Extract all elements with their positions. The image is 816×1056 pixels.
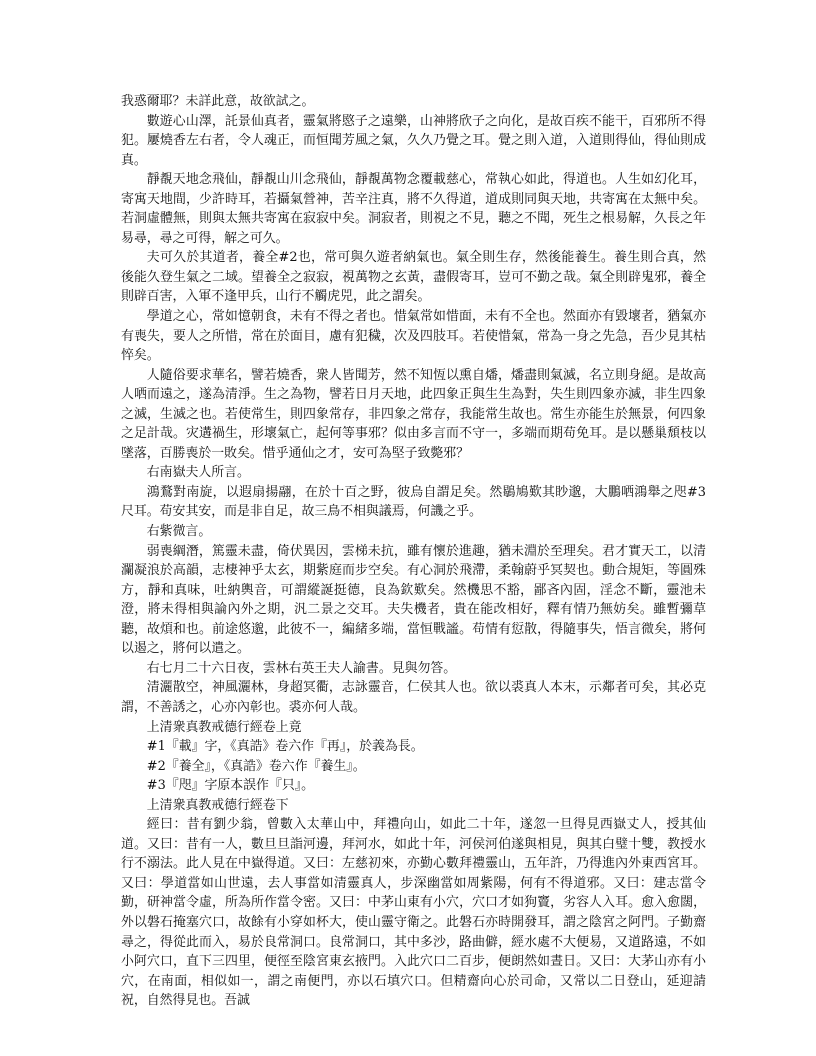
paragraph: 經曰：昔有劉少翁，曾數入太華山中，拜禮向山，如此二十年，遂忽一旦得見西嶽丈人，授其仙道。又曰：昔有一人，數旦旦詣河邊，拜河水，如此十年，河侯河伯遂與相見，與其白璧十雙，教授水行不溺法。此人見在中嶽得道。又曰：左慈初來，亦勤心數拜禮靈山，五年許，乃得進內外東西宮耳。又曰：學道當如山世遠，去人事當如清靈真人，步深幽當如周紫陽，何有不得道邪。又曰：建志當令勤，研神當令虛，所為所作當令密。又曰：中茅山東有小穴，穴口才如狗竇，劣容人入耳。愈入愈闊，外以磐石掩塞穴口，故餘有小穿如杯大，使山靈守衛之。此磐石亦時開發耳，謂之陰宮之阿門。子勤齋尋之，得從此而入，易於良常洞口。良常洞口，其中多沙，路曲僻，經水處不大便易，又道路遠，不如小阿穴口，直下三四里，便徑至陰宮東玄掖門。入此穴口二百步，便朗然如晝日。又曰：大茅山亦有小穴，在南面，相似如一，謂之南便門，亦以石填穴口。但精齋向心於司命，又常以二日登山，延迎請祝，自然得見也。吾誠 xyxy=(121,817,706,1009)
paragraph: 鴻鶩對南旋，以遐扇揚翮，在於十百之野，彼烏自謂足矣。然鶡鳩歎其眇邈，大鵬哂鴻舉之咫#3尺耳。苟安其安，而是非自足，故三鳥不相與議焉，何譏之乎。 xyxy=(121,484,706,520)
attribution-line: 右南嶽夫人所言。 xyxy=(146,465,250,481)
paragraph: 我惑爾耶？未詳此意，故欲試之。 xyxy=(121,94,315,109)
footnote: #1『載』字，《真誥》卷六作『再』，於義為長。 xyxy=(146,739,424,755)
footnote: #3『咫』字原本誤作『只』。 xyxy=(146,778,315,794)
paragraph: 學道之心，常如憶朝食，未有不得之者也。惜氣常如惜面，未有不全也。然面亦有毀壞者，猶氣亦有喪失，要人之所惜，常在於面目，慮有犯穢，次及四肢耳。若使惜氣，常為一身之先急，吾少見其枯悴矣。 xyxy=(121,309,706,364)
paragraph: 弱喪綱潛，篤靈未盡，倚伏異因，雲梯未抗，雖有懷於進趣，猶未淵於至理矣。君才實天工，以清瀾凝浪於高韻，志棲神乎太玄，期紫庭而步空矣。有心洞於飛滯，柔翰蔚乎冥契也。動合規矩，等圓殊方，靜和真味，吐納輿音，可謂縱誕挺德，良為欽歎矣。然機思不豁，鄙吝內固，淫念不斷，靈池未澄，將未得相與論內外之期，汎二景之交耳。夫失機者，貴在能改相好，釋有情乃無妨矣。雖暫彌草聽，故煩和也。前途悠邈，此彼不一，編緒多端，當恒戰謐。苟情有愆散，得隨事失，悟言微矣，將何以遏之，將何以遣之。 xyxy=(121,543,706,657)
paragraph: 數遊心山澤，託景仙真者，靈氣將愍子之遠樂，山神將欣子之向化，是故百疾不能干，百邪所不得犯。屢燒香左右者，令人魂正，而恒聞芳風之氣，久久乃覺之耳。覺之則入道，入道則得仙，得仙則成真。 xyxy=(121,113,706,168)
footnote: #2『養全』，《真誥》卷六作『養生』。 xyxy=(146,758,366,774)
paragraph: 人隨俗要求華名，譬若燒香，衆人皆聞芳，然不知恆以熏自燔，燔盡則氣滅，名立則身絕。是故高人哂而遠之，遂為清淨。生之為物，譬若日月天地，此四象正與生生為對，失生則四象亦滅，非生四象之滅，生滅之也。若使常生，則四象常存，非四象之常存，我能常生故也。常生亦能生於無景，何四象之足計哉。灾遘禍生，形壞氣亡，起何等事邪？似由多言而不守一，多端而期苟免耳。是以懸巢頹枝以墜落，百勝喪於一敗矣。惜乎通仙之才，安可為堅子致斃邪？ xyxy=(121,367,706,461)
paragraph: 夫可久於其道者，養全#2也，常可與久遊者納氣也。氣全則生存，然後能養生。養生則合真，然後能久登生氣之二域。望養全之寂寂，視萬物之玄黃，盡假寄耳，豈可不勤之哉。氣全則辟鬼邪，養全則辟百害，入軍不逢甲兵，山行不觸虎兕，此之謂矣。 xyxy=(121,250,706,305)
attribution-line: 右七月二十六日夜，雲林右英王夫人諭書。見與勿答。 xyxy=(146,660,457,676)
paragraph: 靜覩天地念飛仙，靜覩山川念飛仙，靜覩萬物念覆載慈心，常執心如此，得道也。人生如幻化耳，寄寓天地間，少許時耳，若攝氣營神，苦辛注真，將不久得道，道成則同與天地，共寄寓在太無中矣。若洞虛體無，則與太無共寄寓在寂寂中矣。洞寂者，則視之不見，聽之不聞，死生之根易解，久長之年易尋，尋之可得，解之可久。 xyxy=(121,172,706,246)
document-body xyxy=(121,92,706,1011)
paragraph: 清灑散空，神風灑林，身超冥衢，志詠靈音，仁侯其人也。欲以裘真人本末，示鄰者可矣，其必克謂，不善誘之，心亦內彰也。裘亦何人哉。 xyxy=(121,680,706,715)
attribution-line: 右紫微言。 xyxy=(146,524,212,540)
volume-end-title: 上清衆真教戒德行經卷上竟 xyxy=(146,719,302,735)
volume-title: 上清衆真教戒德行經卷下 xyxy=(146,797,289,813)
